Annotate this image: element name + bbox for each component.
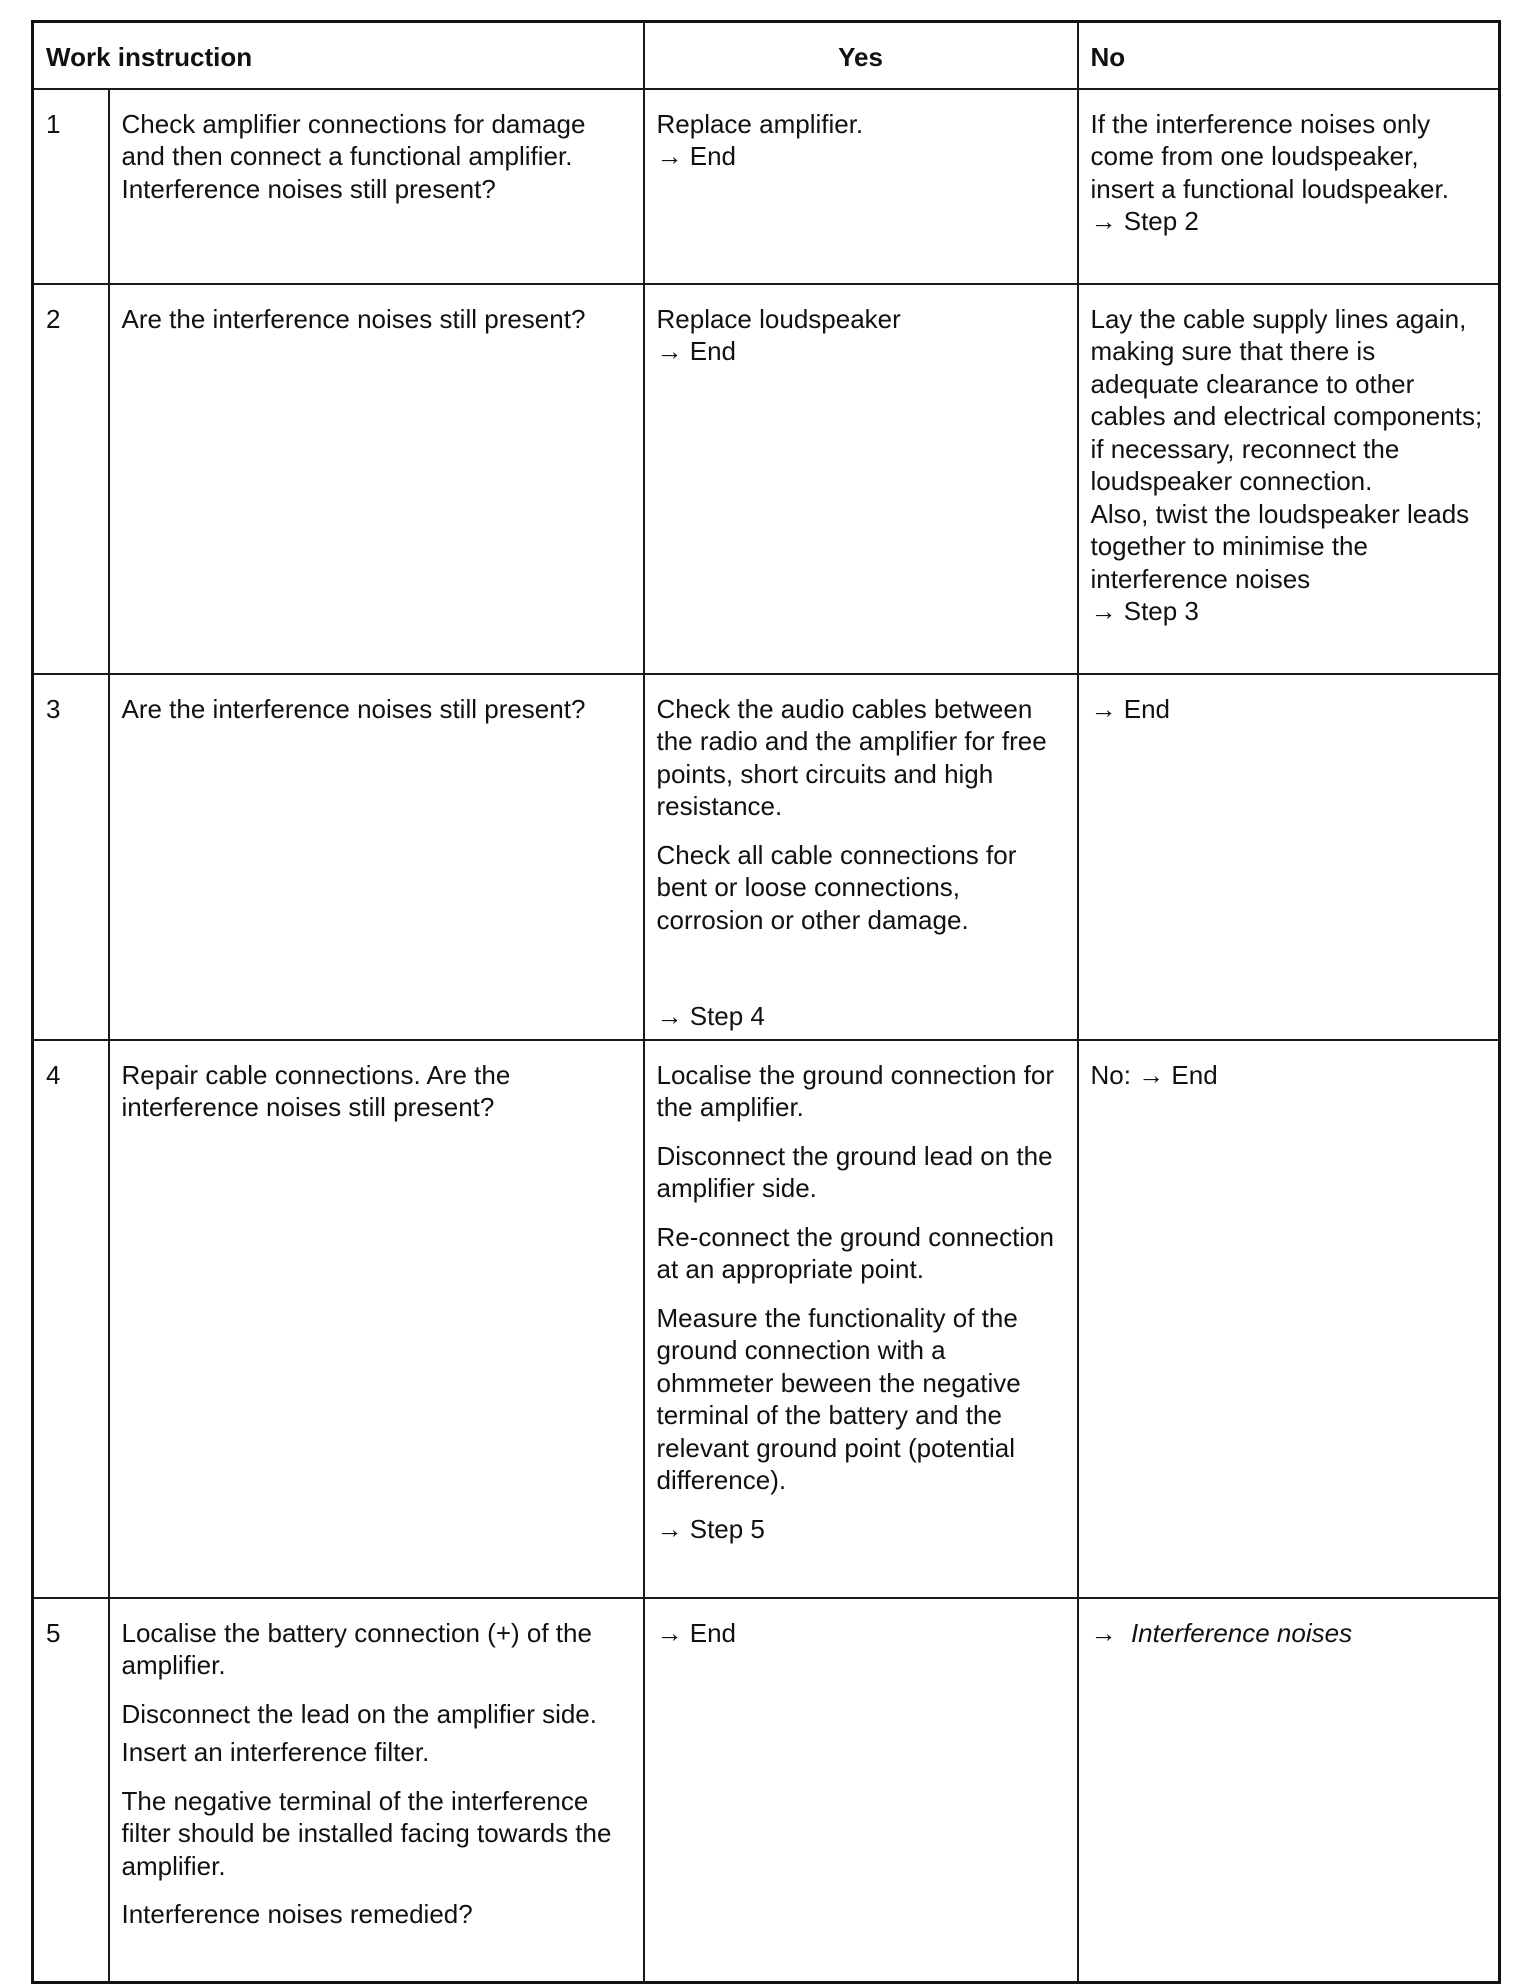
- yes-text: Check the audio cables between the radio and the amplifier for free points, short circuits and high resistance.: [656, 693, 1047, 821]
- no-next-step: No: → End: [1090, 1059, 1218, 1090]
- instruction-text: The negative terminal of the interference filter should be installed facing towards the amplifier.: [121, 1785, 612, 1881]
- instruction-cell: [109, 284, 644, 674]
- interference-noises-link[interactable]: Interference noises: [1130, 1617, 1353, 1648]
- no-next-step: → Step 3: [1090, 596, 1199, 626]
- no-text: Lay the cable supply lines again, making sure that there is adequate clearance to other cables and electrical components; if necessary, reconnect the loudspeaker connection.: [1090, 303, 1483, 496]
- no-next-step: → Step 2: [1090, 206, 1199, 236]
- table-header-row: [33, 22, 1500, 89]
- instruction-text: Repair cable connections. Are the interference noises still present?: [121, 1059, 511, 1122]
- yes-next-step: → End: [656, 1617, 736, 1648]
- yes-text: Localise the ground connection for the amplifier.: [656, 1059, 1054, 1122]
- yes-text: Check all cable connections for bent or loose connections, corrosion or other damage.: [656, 839, 1017, 935]
- yes-next-step: → Step 4: [656, 1001, 765, 1031]
- table-row: [33, 1598, 1500, 1983]
- instruction-cell: [109, 89, 644, 284]
- no-text: If the interference noises only come from one loudspeaker, insert a functional loudspeaker.: [1090, 108, 1449, 204]
- instruction-cell: [109, 674, 644, 1040]
- instruction-text: Interference noises remedied?: [121, 1899, 473, 1929]
- table-row: [33, 89, 1500, 284]
- step-number: 3: [33, 674, 109, 1040]
- step-number: 4: [33, 1040, 109, 1598]
- yes-next-step: → Step 5: [656, 1513, 765, 1544]
- instruction-text: Insert an interference filter.: [121, 1737, 430, 1767]
- yes-cell: [644, 1040, 1078, 1598]
- no-cell: [1078, 1040, 1500, 1598]
- yes-next-step: → End: [656, 336, 736, 366]
- instruction-text: Are the interference noises still present?: [121, 693, 586, 724]
- cell-spacer: [657, 952, 1065, 1000]
- yes-cell: [644, 284, 1078, 674]
- work-instruction-table: [31, 20, 1501, 1984]
- yes-text: Replace amplifier.: [656, 108, 864, 139]
- instruction-cell: [109, 1598, 644, 1983]
- yes-cell: [644, 1598, 1078, 1983]
- no-cell: [1078, 674, 1500, 1040]
- no-next-step: → End: [1090, 693, 1170, 724]
- header-work-instruction: Work instruction: [33, 22, 644, 89]
- table-row: [33, 674, 1500, 1040]
- instruction-text: Check amplifier connections for damage and then connect a functional amplifier.: [121, 108, 586, 171]
- no-cell: [1078, 284, 1500, 674]
- header-no: No: [1078, 22, 1500, 89]
- yes-text: Replace loudspeaker: [656, 303, 901, 334]
- yes-text: Re-connect the ground connection at an appropriate point.: [656, 1221, 1054, 1284]
- instruction-text: Localise the battery connection (+) of the amplifier.: [121, 1617, 592, 1680]
- header-yes: Yes: [644, 22, 1078, 89]
- instruction-text: Disconnect the lead on the amplifier side.: [121, 1698, 597, 1729]
- step-number: 1: [33, 89, 109, 284]
- arrow-icon: →: [1090, 1617, 1117, 1648]
- instruction-cell: [109, 1040, 644, 1598]
- no-text: Also, twist the loudspeaker leads together to minimise the interference noises: [1090, 498, 1470, 594]
- yes-text: Measure the functionality of the ground connection with a ohmmeter beween the negative terminal of the battery and the relevant ground point (potential difference).: [656, 1302, 1021, 1495]
- yes-cell: [644, 89, 1078, 284]
- instruction-text: Are the interference noises still present?: [121, 303, 586, 334]
- step-number: 5: [33, 1598, 109, 1983]
- instruction-text: Interference noises still present?: [121, 173, 496, 204]
- step-number: 2: [33, 284, 109, 674]
- no-cross-reference[interactable]: [1091, 1617, 1487, 1650]
- table-row: [33, 284, 1500, 674]
- yes-text: Disconnect the ground lead on the amplifier side.: [656, 1140, 1053, 1203]
- no-cell: [1078, 89, 1500, 284]
- no-cell: [1078, 1598, 1500, 1983]
- table-row: [33, 1040, 1500, 1598]
- yes-next-step: → End: [656, 141, 736, 171]
- yes-cell: [644, 674, 1078, 1040]
